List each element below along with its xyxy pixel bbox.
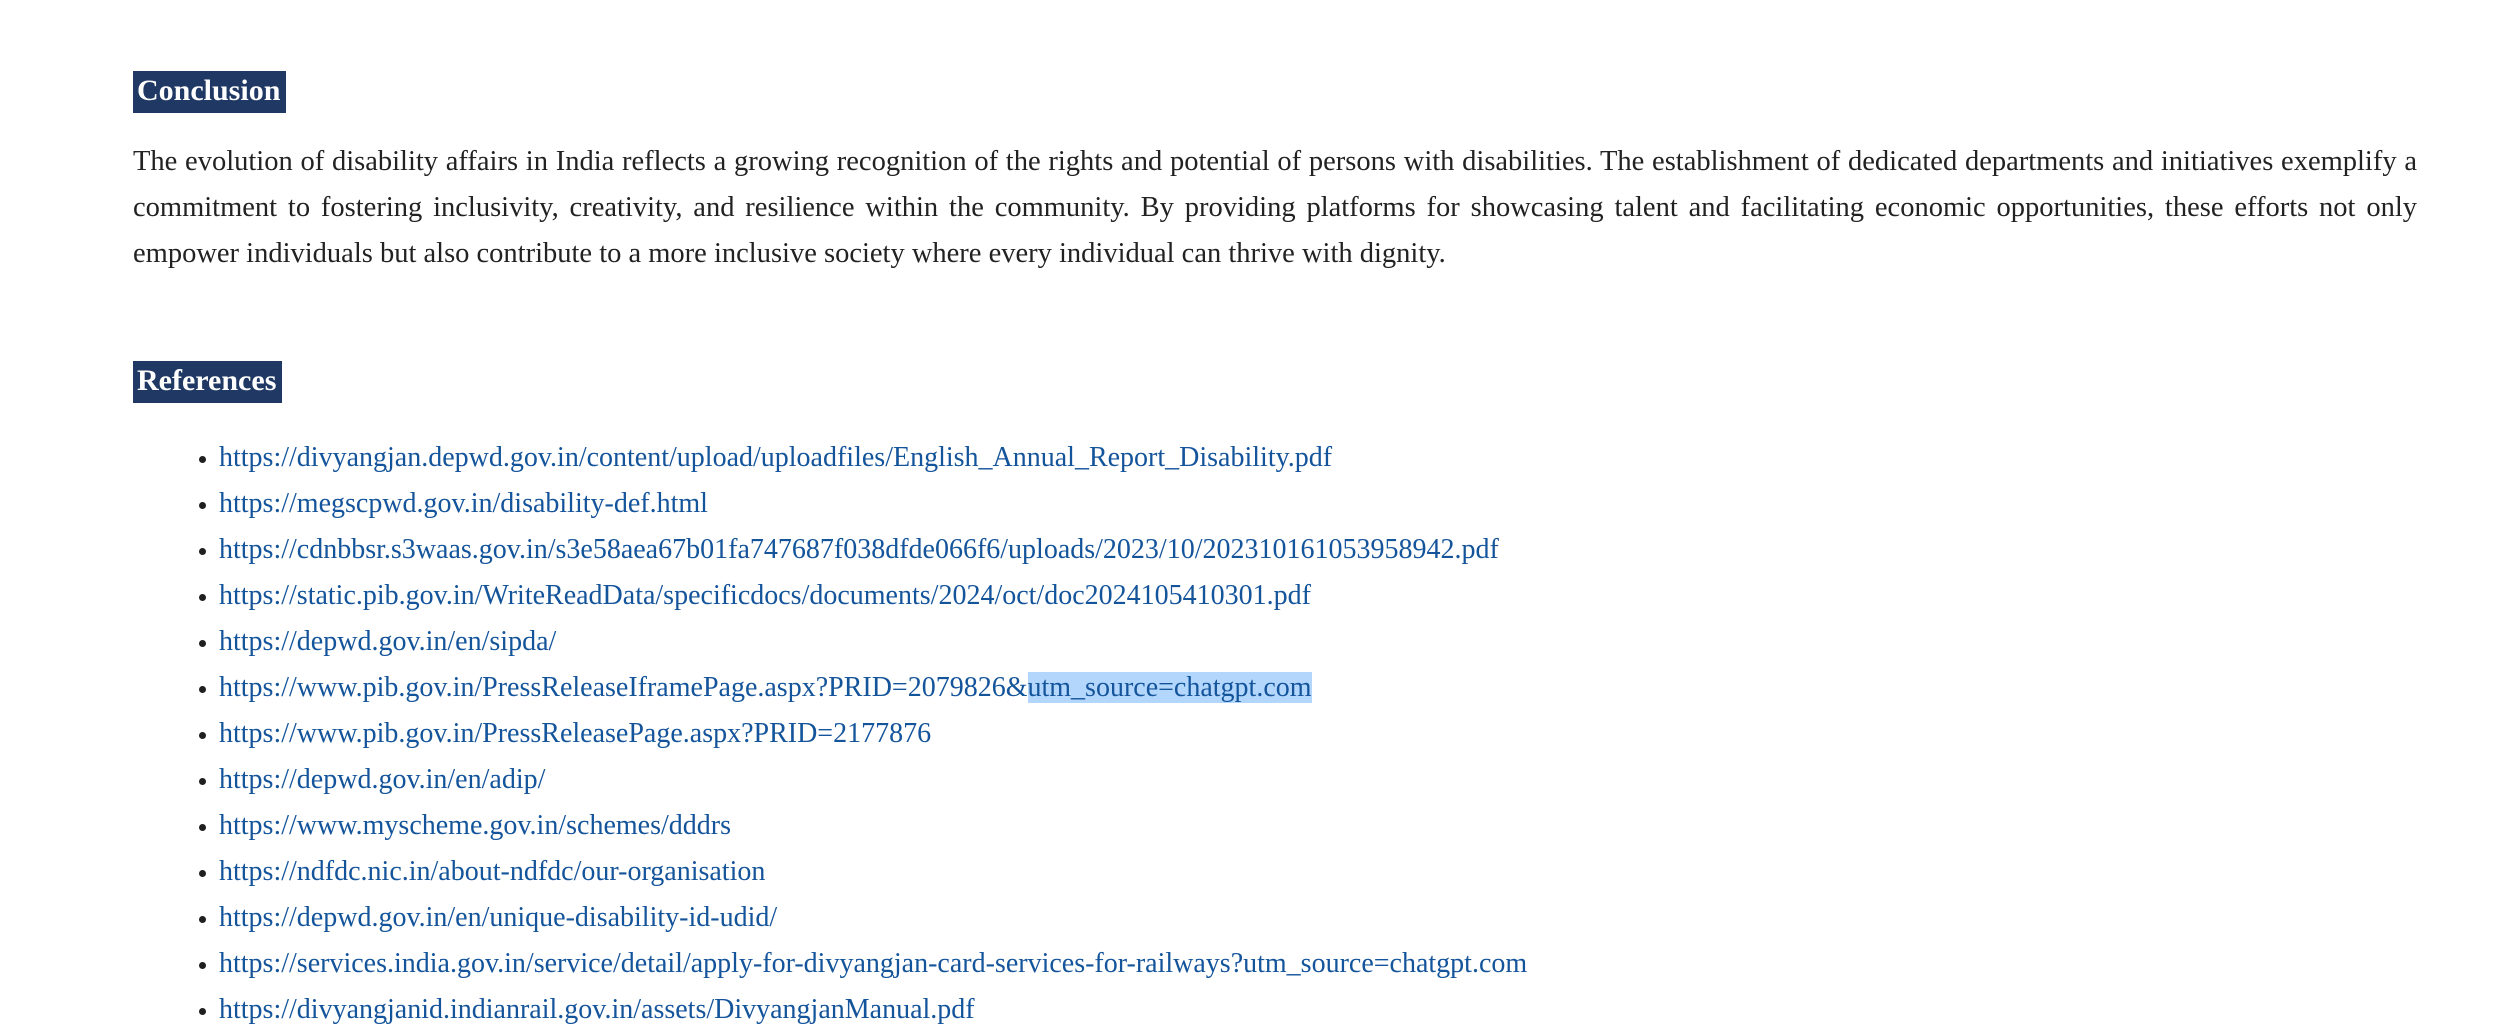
reference-link-text: https://www.pib.gov.in/PressReleaseIframePage.aspx?PRID=2079826& [219, 672, 1028, 703]
document-page [133, 0, 2417, 1033]
reference-item [219, 849, 2417, 895]
reference-link[interactable]: https://divyangjan.depwd.gov.in/content/upload/uploadfiles/English_Annual_Report_Disability.pdf [219, 442, 1333, 473]
reference-item [219, 573, 2417, 619]
reference-link[interactable]: https://www.myscheme.gov.in/schemes/dddrs [219, 810, 731, 841]
reference-link[interactable]: https://megscpwd.gov.in/disability-def.html [219, 488, 708, 519]
reference-item [219, 481, 2417, 527]
reference-link[interactable]: https://services.india.gov.in/service/detail/apply-for-divyangjan-card-services-for-railways?utm_source=chatgpt.com [219, 948, 1528, 979]
reference-link[interactable]: https://cdnbbsr.s3waas.gov.in/s3e58aea67b01fa747687f038dfde066f6/uploads/2023/10/202310161053958942.pdf [219, 534, 1499, 565]
reference-item [219, 987, 2417, 1033]
conclusion-heading: Conclusion [133, 71, 286, 113]
selected-text: utm_source=chatgpt.com [1027, 672, 1312, 703]
reference-item [219, 435, 2417, 481]
reference-item [219, 895, 2417, 941]
reference-link[interactable]: https://ndfdc.nic.in/about-ndfdc/our-organisation [219, 856, 766, 887]
reference-item [219, 711, 2417, 757]
reference-link[interactable] [219, 672, 1312, 703]
reference-link[interactable]: https://depwd.gov.in/en/sipda/ [219, 626, 557, 657]
reference-link[interactable]: https://divyangjanid.indianrail.gov.in/assets/DivyangjanManual.pdf [219, 994, 975, 1025]
reference-list [133, 435, 2417, 1033]
reference-item [219, 757, 2417, 803]
reference-link[interactable]: https://static.pib.gov.in/WriteReadData/specificdocs/documents/2024/oct/doc2024105410301.pdf [219, 580, 1311, 611]
reference-item [219, 941, 2417, 987]
reference-link[interactable]: https://www.pib.gov.in/PressReleasePage.aspx?PRID=2177876 [219, 718, 932, 749]
reference-item [219, 803, 2417, 849]
conclusion-paragraph: The evolution of disability affairs in India reflects a growing recognition of the rights and potential of persons with disabilities. The establishment of dedicated departments and initiatives exemplify a commitment to fostering inclusivity, creativity, and resilience within the community. By providing platforms for showcasing talent and facilitating economic opportunities, these efforts not only empower individuals but also contribute to a more inclusive society where every individual can thrive with dignity. [133, 146, 2417, 269]
reference-item [219, 665, 2417, 711]
reference-link[interactable]: https://depwd.gov.in/en/unique-disability-id-udid/ [219, 902, 778, 933]
reference-item [219, 527, 2417, 573]
reference-item [219, 619, 2417, 665]
references-heading: References [133, 361, 282, 403]
reference-link[interactable]: https://depwd.gov.in/en/adip/ [219, 764, 546, 795]
